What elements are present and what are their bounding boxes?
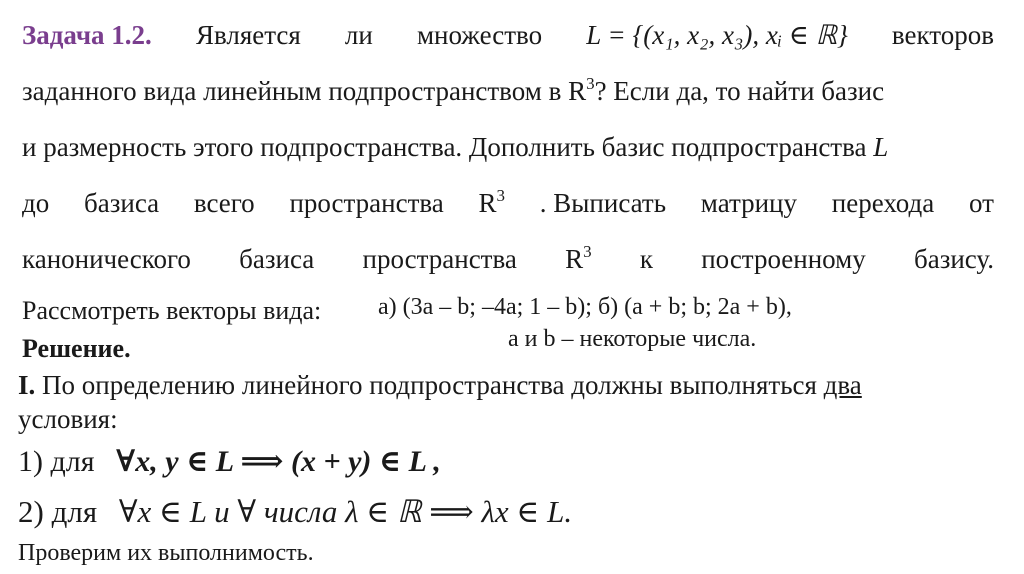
condition-1	[18, 444, 441, 479]
vector-variants	[378, 294, 792, 321]
task-word: матрицу	[700, 188, 798, 218]
task-word: от	[969, 188, 994, 218]
condition-label: 2) для	[18, 494, 98, 529]
task-word: множество	[416, 20, 543, 50]
task-word: базиса	[84, 188, 160, 218]
task-text	[22, 76, 884, 107]
space-letter: R	[565, 244, 584, 274]
task-word: . Выписать	[539, 188, 667, 218]
definition-text: По определению линейного подпространства должны выполняться	[42, 370, 817, 400]
space-letter: R	[478, 188, 497, 218]
task-word: к	[639, 244, 653, 274]
task-title: Задача 1.2.	[22, 20, 152, 50]
underlined-word: два	[823, 370, 862, 400]
task-word: перехода	[831, 188, 935, 218]
task-text-part: ? Если да, то найти базис	[594, 76, 885, 106]
task-line-4	[22, 188, 994, 219]
superscript: 3	[496, 186, 506, 205]
task-word: Является	[195, 20, 301, 50]
definition-line-2: условия:	[18, 404, 118, 434]
subspace-symbol: L	[873, 132, 889, 162]
condition-label: 1) для	[18, 445, 95, 478]
solution-heading: Решение.	[22, 334, 131, 363]
space-symbol	[565, 244, 592, 275]
definition-line	[18, 370, 862, 401]
task-text-part: заданного вида линейным подпространством в R	[22, 76, 587, 106]
consider-label: Рассмотреть векторы вида:	[22, 296, 322, 325]
set-expression: L = {(x₁, x₂, x₃), xᵢ ∈ ℝ}	[586, 20, 848, 50]
variants-text: а) (3a – b; –4a; 1 – b); б) (a + b; b; 2a + b),	[378, 294, 792, 320]
task-line-3	[22, 132, 994, 163]
task-word: до	[22, 188, 50, 218]
check-line: Проверим их выполнимость.	[18, 540, 314, 566]
task-word: пространства	[289, 188, 444, 218]
variants-note: a и b – некоторые числа.	[508, 326, 757, 352]
superscript: 3	[586, 74, 595, 93]
condition-expression: ∀x, y ∈ L ⟹ (x + y) ∈ L ,	[116, 445, 441, 478]
task-word: всего	[193, 188, 255, 218]
section-numeral: I.	[18, 370, 36, 400]
task-word: пространства	[362, 244, 517, 274]
task-line-5	[22, 244, 994, 275]
task-word: построенному	[701, 244, 866, 274]
condition-expression: ∀x ∈ L и ∀ числа λ ∈ ℝ ⟹ λx ∈ L.	[118, 494, 573, 529]
task-word: базиса	[239, 244, 315, 274]
task-word: векторов	[891, 20, 994, 50]
task-word: канонического	[22, 244, 191, 274]
space-symbol	[479, 188, 506, 219]
task-word: базису.	[913, 244, 994, 274]
superscript: 3	[583, 242, 592, 261]
task-word: ли	[344, 20, 373, 50]
task-text: и размерность этого подпространства. Дополнить базис подпространства	[22, 132, 867, 162]
task-line-1	[22, 20, 994, 51]
condition-2	[18, 494, 572, 530]
task-line-2	[22, 76, 994, 107]
